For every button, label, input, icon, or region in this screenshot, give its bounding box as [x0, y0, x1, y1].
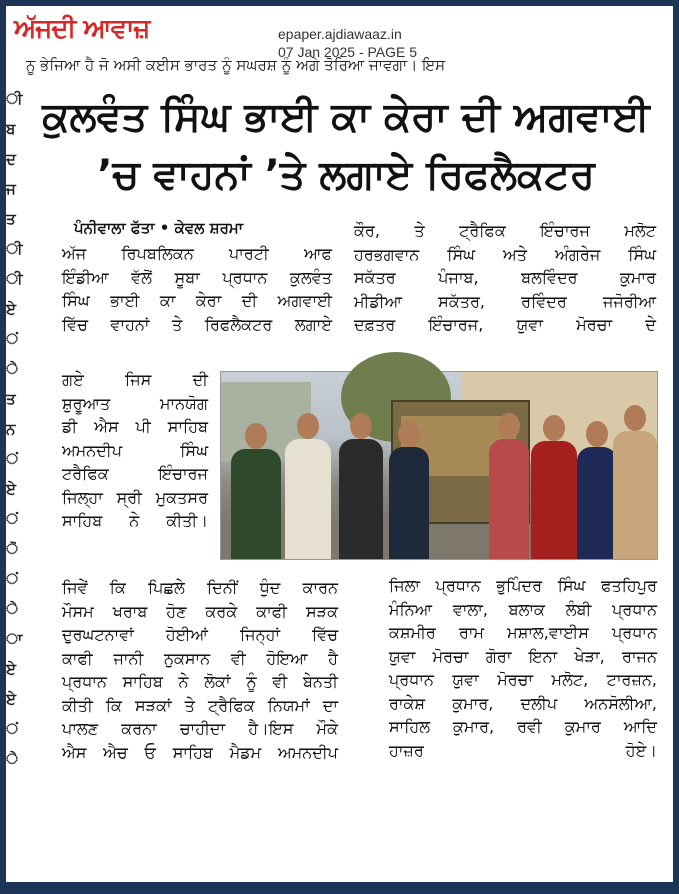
- fragment-char: ੀ: [6, 90, 23, 108]
- article-byline: ਪੰਨੀਵਾਲਾ ਫੱਤਾ • ਕੇਵਲ ਸ਼ਰਮਾ: [74, 219, 244, 237]
- text-line: ਕੌਰ, ਤੇ ਟ੍ਰੈਫਿਕ ਇੰਚਾਰਜ ਮਲੋਟ: [354, 221, 656, 240]
- fragment-char: ਜ: [6, 180, 16, 198]
- newspaper-logo[interactable]: [14, 14, 149, 45]
- text-line: ਪ੍ਰਧਾਨ ਯੁਵਾ ਮੋਰਚਾ ਮਲੋਟ, ਟਾਰਜ਼ਨ,: [389, 670, 657, 689]
- article-column-b1: [354, 219, 656, 337]
- text-line: ਮੰਨਿਆ ਵਾਲਾ, ਬਲਾਕ ਲੰਬੀ ਪ੍ਰਧਾਨ: [389, 599, 657, 619]
- text-line: ਅਮਨਦੀਪ ਸਿੰਘ: [62, 440, 208, 460]
- photo-person: [231, 449, 281, 559]
- article-photo: [220, 371, 658, 560]
- article-column-a1: [62, 242, 332, 336]
- edition-date-page: 07 Jan 2025 - PAGE 5: [278, 44, 418, 60]
- article-column-b3: [389, 574, 657, 762]
- text-line: ਸਿੰਘ ਭਾਈ ਕਾ ਕੇਰਾ ਦੀ ਅਗਵਾਈ: [62, 291, 332, 310]
- previous-article-spill-line: ਨੂ ਭੇਜਿਆ ਹੈ ਜੋ ਅਸੀ ਕਈਸ ਭਾਰਤ ਨੂੰ ਸਘਰਸ਼ ਨੂੰ ਅਗੇ ਤੋਰਿਆ ਜਾਵਗਾ। ਇਸ: [26, 56, 446, 74]
- text-line: ਜਿਲਾ ਪ੍ਰਧਾਨ ਭੁਪਿੰਦਰ ਸਿੰਘ ਫਤਹਿਪੁਰ: [389, 576, 657, 595]
- fragment-char: ਬ: [6, 120, 16, 138]
- fragment-char: ਏ: [6, 300, 16, 318]
- fragment-char: ਂ: [6, 510, 19, 528]
- text-line: ਕਾਫੀ ਜਾਨੀ ਨੁਕਸਾਨ ਵੀ ਹੋਇਆ ਹੈ: [62, 648, 338, 668]
- text-line: ਐਸ ਐਚ ਓ ਸਾਹਿਬ ਮੈਡਮ ਅਮਨਦੀਪ: [62, 742, 338, 762]
- fragment-char: ੇ: [6, 600, 19, 618]
- text-line: ਜਿਲ੍ਹਾ ਸ੍ਰੀ ਮੁਕਤਸਰ: [62, 487, 208, 507]
- photo-person: [613, 431, 657, 559]
- text-line: ਪਾਲਣ ਕਰਨਾ ਚਾਹੀਦਾ ਹੈ।ਇਸ ਮੌਕੇ: [62, 719, 338, 738]
- fragment-char: ੇ: [6, 750, 19, 768]
- fragment-char: ਦ: [6, 150, 16, 168]
- text-line: ਮੌਸਮ ਖਰਾਬ ਹੋਣ ਕਰਕੇ ਕਾਫੀ ਸੜਕ: [62, 601, 338, 621]
- text-line: ਵਿੱਚ ਵਾਹਨਾਂ ਤੇ ਰਿਫਲੈਕਟਰ ਲਗਾਏ: [62, 314, 332, 334]
- headline-line-1: ਕੁਲਵੰਤ ਸਿੰਘ ਭਾਈ ਕਾ ਕੇਰਾ ਦੀ ਅਗਵਾਈ: [42, 94, 650, 140]
- photo-person: [389, 447, 429, 559]
- fragment-char: ਂ: [6, 450, 19, 468]
- text-line: ਮੀਡੀਆ ਸਕੱਤਰ, ਰਵਿੰਦਰ ਜਜੋਰੀਆ: [354, 291, 656, 311]
- text-line: ਪ੍ਰਧਾਨ ਸਾਹਿਬ ਨੇ ਲੋਕਾਂ ਨੂੰ ਵੀ ਬੇਨਤੀ: [62, 672, 338, 691]
- text-line: ਅੱਜ ਰਿਪਬਲਿਕਨ ਪਾਰਟੀ ਆਫ: [62, 244, 332, 263]
- photo-person: [531, 441, 577, 559]
- fragment-char: ੋ: [6, 540, 19, 558]
- epaper-page: [6, 6, 673, 888]
- text-line: ਕੀਤੀ ਕਿ ਸੜਕਾਂ ਤੇ ਟ੍ਰੈਫਿਕ ਨਿਯਮਾਂ ਦਾ: [62, 695, 338, 715]
- text-line: ਯੁਵਾ ਮੋਰਚਾ ਗੋਰਾ ਇਨਾ ਖੇੜਾ, ਰਾਜਨ: [389, 646, 657, 666]
- text-line: ਟਰੈਫਿਕ ਇੰਚਾਰਜ: [62, 464, 208, 483]
- logo-text: ਅੱਜਦੀ ਆਵਾਜ਼: [14, 14, 150, 44]
- fragment-char: ਏ: [6, 690, 16, 708]
- text-line: ਦੁਰਘਟਨਾਵਾਂ ਹੋਈਆਂ ਜਿਨ੍ਹਾਂ ਵਿੱਚ: [62, 625, 338, 644]
- fragment-char: ੀ: [6, 240, 23, 258]
- epaper-url[interactable]: epaper.ajdiawaaz.in: [278, 26, 402, 42]
- photo-person: [489, 439, 529, 559]
- fragment-char: ਏ: [6, 660, 16, 678]
- article-column-a3: [62, 576, 338, 764]
- text-line: ਹਾਜ਼ਰ ਹੋਏ।: [389, 740, 657, 760]
- fragment-char: ਤ: [6, 390, 16, 408]
- headline-line-2: ’ਚ ਵਾਹਨਾਂ ’ਤੇ ਲਗਾਏ ਰਿਫਲੈਕਟਰ: [97, 152, 595, 198]
- fragment-char: ਏ: [6, 480, 16, 498]
- photo-person: [577, 447, 617, 559]
- fragment-char: ੀ: [6, 270, 23, 288]
- text-line: ਸਾਹਿਬ ਨੇ ਕੀਤੀ।: [62, 511, 208, 530]
- page-border: [6, 882, 673, 888]
- text-line: ਗਏ ਜਿਸ ਦੀ: [62, 370, 208, 389]
- text-line: ਡੀ ਐਸ ਪੀ ਸਾਹਿਬ: [62, 417, 208, 436]
- fragment-char: ਤ: [6, 210, 16, 228]
- text-line: ਜਿਵੇਂ ਕਿ ਪਿਛਲੇ ਦਿਨੀਂ ਧੁੰਦ ਕਾਰਨ: [62, 578, 338, 597]
- masthead: [12, 12, 672, 60]
- adjacent-column-fragment: [6, 88, 23, 788]
- fragment-char: ਾ: [6, 630, 23, 648]
- fragment-char: ਨ: [6, 420, 16, 438]
- text-line: ਸ਼ੁਰੂਆਤ ਮਾਨਯੋਗ: [62, 393, 208, 413]
- text-line: ਰਾਕੇਸ਼ ਕੁਮਾਰ, ਦਲੀਪ ਅਨਸੋਲੀਆ,: [389, 693, 657, 713]
- text-line: ਇੰਡੀਆ ਵੱਲੋਂ ਸੂਬਾ ਪ੍ਰਧਾਨ ਕੁਲਵੰਤ: [62, 267, 332, 287]
- photo-person: [339, 439, 383, 559]
- text-line: ਸਾਹਿਲ ਕੁਮਾਰ, ਰਵੀ ਕੁਮਾਰ ਆਦਿ: [389, 717, 657, 736]
- fragment-char: ੇ: [6, 360, 19, 378]
- photo-person: [285, 439, 331, 559]
- fragment-char: ਂ: [6, 330, 19, 348]
- text-line: ਸਕੱਤਰ ਪੰਜਾਬ, ਬਲਵਿੰਦਰ ਕੁਮਾਰ: [354, 268, 656, 287]
- article-headline: [26, 88, 666, 204]
- text-line: ਦਫ਼ਤਰ ਇੰਚਾਰਜ, ਯੁਵਾ ਮੋਰਚਾ ਦੇ: [354, 315, 656, 334]
- text-line: ਕਸ਼ਮੀਰ ਰਾਮ ਮਸ਼ਾਲ,ਵਾਈਸ ਪ੍ਰਧਾਨ: [389, 623, 657, 642]
- text-line: ਹਰਭਗਵਾਨ ਸਿੰਘ ਅਤੇ ਅੰਗਰੇਜ ਸਿੰਘ: [354, 244, 656, 264]
- fragment-char: ਂ: [6, 720, 19, 738]
- fragment-char: ਂ: [6, 570, 19, 588]
- article-column-a2: [62, 368, 208, 533]
